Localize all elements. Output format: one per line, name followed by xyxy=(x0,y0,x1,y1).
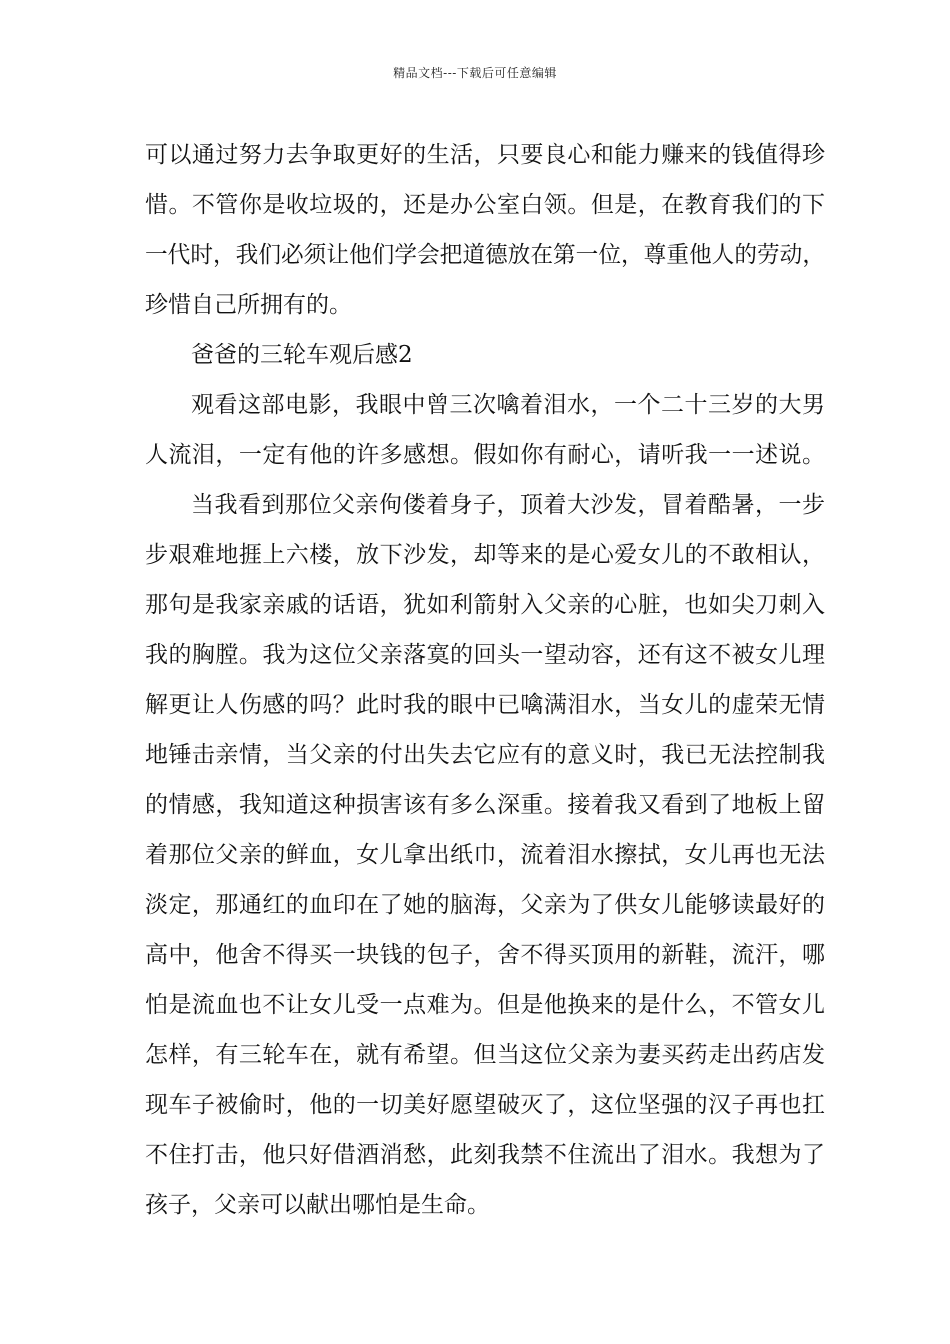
paragraph-first-line: 当我看到那位父亲佝偻着身子，顶着大沙发，冒着酷暑，一步 xyxy=(191,492,826,518)
paragraph-first-line: 观看这部电影，我眼中曾三次噙着泪水，一个二十三岁的大男 xyxy=(191,392,826,418)
text-line: 可以通过努力去争取更好的生活，只要良心和能力赚来的钱值得珍 xyxy=(145,142,826,168)
text-line: 珍惜自己所拥有的。 xyxy=(145,292,352,318)
text-line: 现车子被偷时，他的一切美好愿望破灭了，这位坚强的汉子再也扛 xyxy=(145,1092,826,1118)
text-line: 那句是我家亲戚的话语，犹如利箭射入父亲的心脏，也如尖刀刺入 xyxy=(145,592,826,618)
text-line: 着那位父亲的鲜血，女儿拿出纸巾，流着泪水擦拭，女儿再也无法 xyxy=(145,842,826,868)
text-line: 怎样，有三轮车在，就有希望。但当这位父亲为妻买药走出药店发 xyxy=(145,1042,826,1068)
text-line: 淡定，那通红的血印在了她的脑海，父亲为了供女儿能够读最好的 xyxy=(145,892,826,918)
paragraph-first-line: 爸爸的三轮车观后感2 xyxy=(191,342,413,368)
text-line: 不住打击，他只好借酒消愁，此刻我禁不住流出了泪水。我想为了 xyxy=(145,1142,826,1168)
text-line: 人流泪，一定有他的许多感想。假如你有耐心，请听我一一述说。 xyxy=(145,442,826,468)
text-line: 步艰难地捱上六楼，放下沙发，却等来的是心爱女儿的不敢相认， xyxy=(145,542,826,568)
text-line: 我的胸膛。我为这位父亲落寞的回头一望动容，还有这不被女儿理 xyxy=(145,642,826,668)
text-line: 怕是流血也不让女儿受一点难为。但是他换来的是什么，不管女儿 xyxy=(145,992,826,1018)
document-body xyxy=(145,130,825,1230)
text-line: 惜。不管你是收垃圾的，还是办公室白领。但是，在教育我们的下 xyxy=(145,192,826,218)
text-line: 地锤击亲情，当父亲的付出失去它应有的意义时，我已无法控制我 xyxy=(145,742,826,768)
text-line: 孩子，父亲可以献出哪怕是生命。 xyxy=(145,1192,490,1218)
text-line: 高中，他舍不得买一块钱的包子，舍不得买顶用的新鞋，流汗，哪 xyxy=(145,942,826,968)
page-header: 精品文档---下载后可任意编辑 xyxy=(393,66,557,80)
text-line: 一代时，我们必须让他们学会把道德放在第一位，尊重他人的劳动， xyxy=(145,242,825,268)
text-line: 解更让人伤感的吗？此时我的眼中已噙满泪水，当女儿的虚荣无情 xyxy=(145,692,826,718)
text-line: 的情感，我知道这种损害该有多么深重。接着我又看到了地板上留 xyxy=(145,792,826,818)
